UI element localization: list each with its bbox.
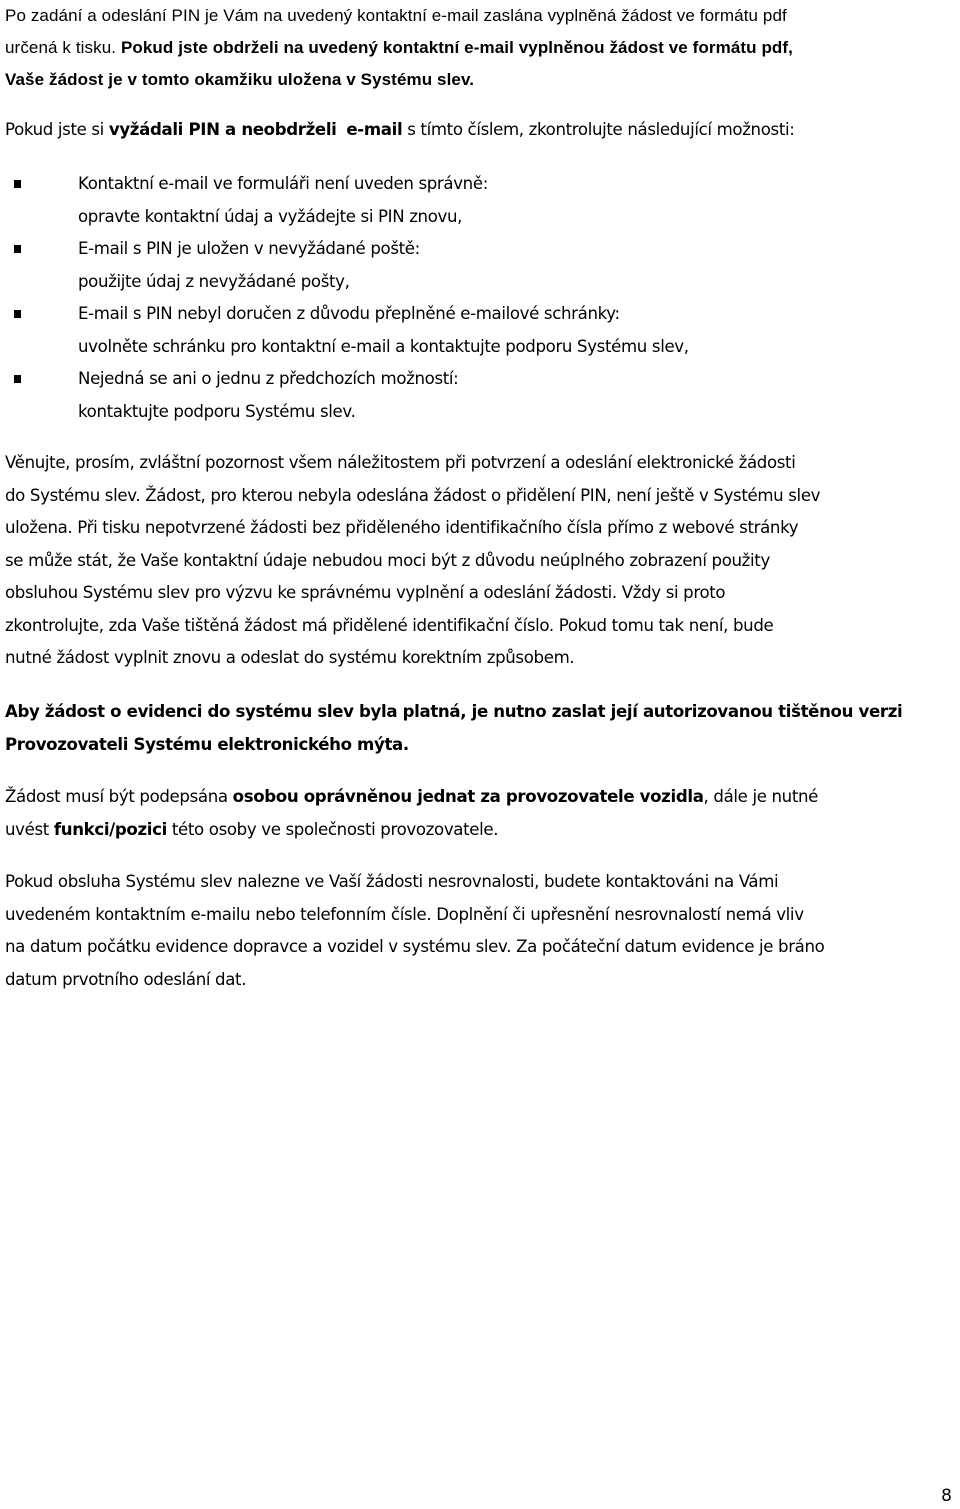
intro-line-2 — [5, 32, 955, 64]
list-item-heading: E-mail s PIN je uložen v nevyžádané poště: — [78, 239, 420, 258]
validity-paragraph — [5, 696, 902, 761]
paragraph-line: uložena. Při tisku nepotvrzené žádosti bez přiděleného identifikačního čísla přímo z webové stránky — [5, 518, 799, 537]
paragraph-line: se může stát, že Vaše kontaktní údaje nebudou moci být z důvodu neúplného zobrazení použity — [5, 550, 770, 570]
paragraph-line-bold: Provozovateli Systému elektronického mýta. — [5, 734, 409, 754]
signature-text-3: uvést — [5, 819, 54, 839]
signature-bold-2: funkci/pozici — [53, 819, 167, 839]
list-item — [5, 298, 945, 363]
list-item-action: použijte údaj z nevyžádané pošty, — [78, 271, 350, 291]
list-item-heading: Kontaktní e-mail ve formuláři není uveden správně: — [78, 174, 488, 193]
paragraph-line: na datum počátku evidence dopravce a vozidel v systému slev. Za počáteční datum evidence je bráno — [5, 937, 825, 956]
paragraph-line — [5, 814, 818, 847]
square-bullet-icon — [14, 245, 21, 253]
list-item-action: opravte kontaktní údaj a vyžádejte si PIN znovu, — [78, 206, 463, 226]
paragraph-line — [5, 781, 818, 814]
lead-text-3: s tímto číslem, zkontrolujte následující možnosti: — [402, 120, 795, 139]
signature-bold-1: osobou oprávněnou jednat za provozovatele vozidla — [232, 787, 704, 806]
document-page — [5, 0, 955, 989]
signature-text-2: , dále je nutné — [703, 787, 819, 806]
lead-sentence — [5, 114, 794, 147]
paragraph-line: datum prvotního odeslání dat. — [5, 969, 247, 989]
paragraph-line: zkontrolujte, zda Vaše tištěná žádost má přidělené identifikační číslo. Pokud tomu tak není, bude — [5, 615, 774, 635]
list-item — [5, 363, 945, 428]
confirmation-paragraph — [5, 447, 820, 675]
signature-paragraph — [5, 781, 818, 846]
intro-line-1: Po zadání a odeslání PIN je Vám na uvedený kontaktní e-mail zaslána vyplněná žádost ve formátu pdf — [5, 6, 787, 25]
options-list — [5, 168, 945, 428]
paragraph-line: nutné žádost vyplnit znovu a odeslat do systému korektním způsobem. — [5, 648, 575, 667]
paragraph-line: do Systému slev. Žádost, pro kterou nebyla odeslána žádost o přidělení PIN, není ještě v Systému slev — [5, 485, 821, 505]
intro-line-2-bold: Pokud jste obdrželi na uvedený kontaktní e-mail vyplněnou žádost ve formátu pdf, — [120, 38, 793, 57]
paragraph-line: Pokud obsluha Systému slev nalezne ve Vaší žádosti nesrovnalosti, budete kontaktováni na Vámi — [5, 872, 779, 891]
lead-bold-2: e-mail — [346, 120, 403, 139]
list-item — [5, 168, 945, 233]
signature-text-1: Žádost musí být podepsána — [5, 787, 233, 806]
discrepancy-paragraph — [5, 866, 824, 996]
intro-paragraph — [5, 0, 955, 96]
paragraph-line: obsluhou Systému slev pro výzvu ke správnému vyplnění a odeslání žádosti. Vždy si proto — [5, 583, 726, 602]
list-item-heading: E-mail s PIN nebyl doručen z důvodu přeplněné e-mailové schránky: — [78, 304, 620, 323]
lead-text-2 — [337, 120, 347, 139]
page-number: 8 — [941, 1486, 952, 1506]
signature-text-4: této osoby ve společnosti provozovatele. — [166, 819, 499, 839]
list-item-heading: Nejedná se ani o jednu z předchozích možností: — [78, 369, 459, 388]
intro-line-2-text: určená k tisku. — [5, 38, 121, 57]
lead-line — [5, 114, 794, 147]
list-item — [5, 233, 945, 298]
paragraph-line: uvedeném kontaktním e-mailu nebo telefonním čísle. Doplnění či upřesnění nesrovnalostí nemá vliv — [5, 904, 804, 924]
intro-line-3-bold: Vaše žádost je v tomto okamžiku uložena v Systému slev. — [5, 70, 475, 89]
list-item-action: kontaktujte podporu Systému slev. — [78, 401, 356, 421]
lead-bold-1: vyžádali PIN a neobdrželi — [108, 120, 337, 139]
list-item-action: uvolněte schránku pro kontaktní e-mail a kontaktujte podporu Systému slev, — [78, 336, 689, 356]
square-bullet-icon — [14, 375, 21, 383]
lead-text-1: Pokud jste si — [5, 120, 109, 139]
square-bullet-icon — [14, 310, 21, 318]
square-bullet-icon — [14, 180, 21, 188]
paragraph-line: Věnujte, prosím, zvláštní pozornost všem náležitostem při potvrzení a odeslání elektronické žádosti — [5, 453, 796, 472]
paragraph-line-bold: Aby žádost o evidenci do systému slev byla platná, je nutno zaslat její autorizovanou tištěnou verzi — [5, 702, 903, 721]
